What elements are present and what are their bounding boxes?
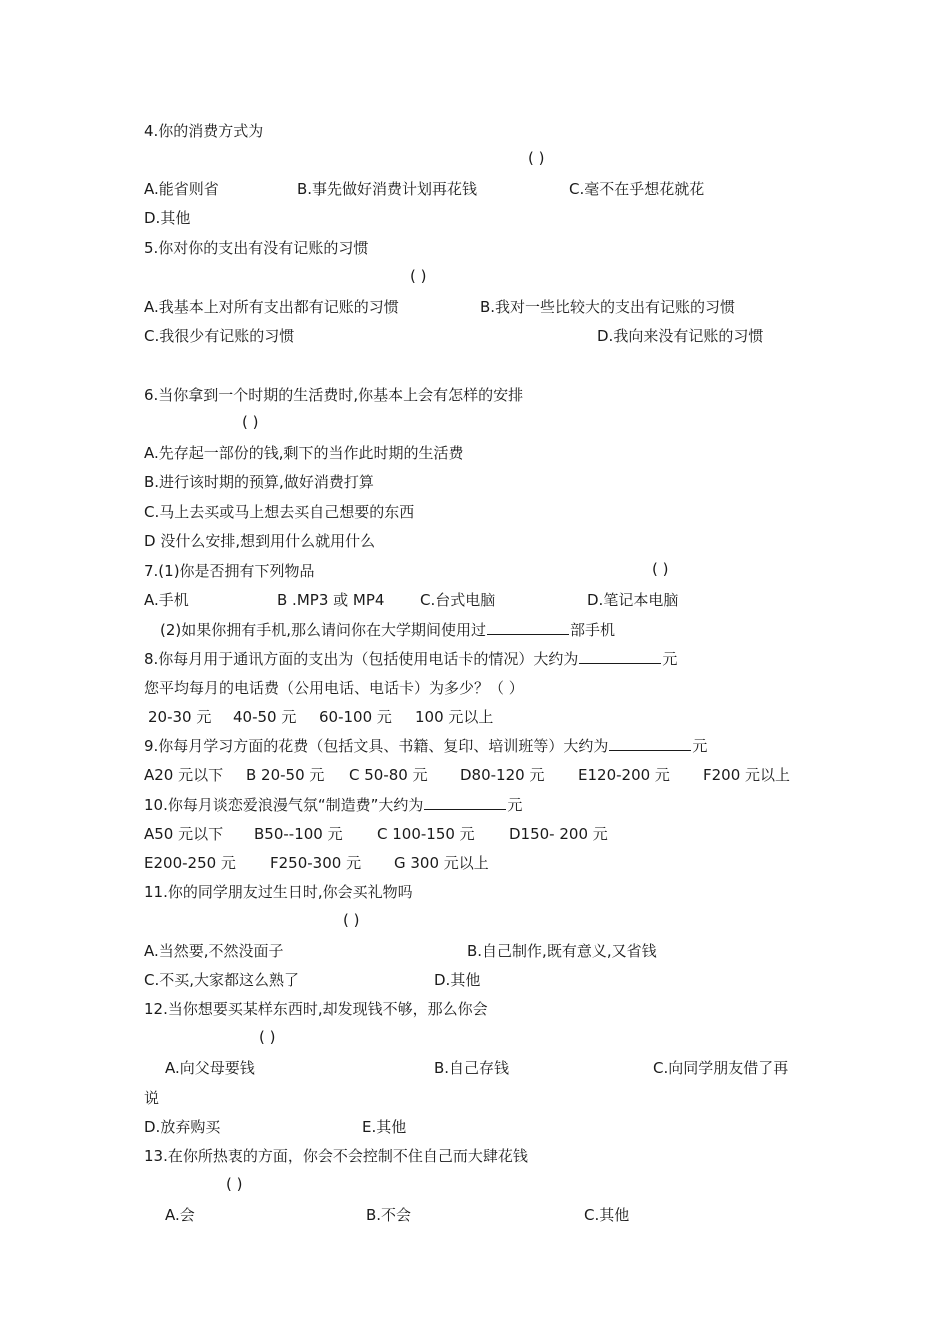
q11-option-a[interactable]: A.当然要,不然没面子 [144,942,284,960]
q9-option-d[interactable]: D80-120 元 [460,766,545,784]
q7-answer-bracket[interactable]: ( ) [652,560,669,578]
q12-answer-bracket[interactable]: ( ) [259,1028,276,1046]
q6-option-c[interactable]: C.马上去买或马上想去买自己想要的东西 [144,503,415,521]
q4-option-a[interactable]: A.能省则省 [144,180,219,198]
q13-option-c[interactable]: C.其他 [584,1206,630,1224]
q7-option-d[interactable]: D.笔记本电脑 [587,591,679,609]
q10-stem-unit: 元 [507,796,523,814]
q11-answer-bracket[interactable]: ( ) [343,911,360,929]
q9-option-a[interactable]: A20 元以下 [144,766,224,784]
q12-option-a[interactable]: A.向父母要钱 [165,1059,255,1077]
q8-stem-unit: 元 [662,650,678,668]
q11-option-d[interactable]: D.其他 [434,971,481,989]
q11-option-b[interactable]: B.自己制作,既有意义,又省钱 [467,942,657,960]
q8-sub-question: 您平均每月的电话费（公用电话、电话卡）为多少？（ ） [144,679,524,697]
q7-stem-2 [160,619,615,640]
q8-option-3[interactable]: 60-100 元 [319,708,392,726]
q12-option-c[interactable]: C.向同学朋友借了再 [653,1059,789,1077]
q12-stem: 12.当你想要买某样东西时,却发现钱不够，那么你会 [144,1000,488,1018]
q8-stem [144,648,677,669]
q10-option-a[interactable]: A50 元以下 [144,825,224,843]
q9-stem [144,735,707,756]
q8-option-1[interactable]: 20-30 元 [148,708,212,726]
q10-option-d[interactable]: D150- 200 元 [509,825,608,843]
q8-option-2[interactable]: 40-50 元 [233,708,297,726]
q13-answer-bracket[interactable]: ( ) [226,1175,243,1193]
q4-option-c[interactable]: C.毫不在乎想花就花 [569,180,705,198]
q6-stem: 6.当你拿到一个时期的生活费时,你基本上会有怎样的安排 [144,386,524,404]
q8-stem-text: 8.你每月用于通讯方面的支出为（包括使用电话卡的情况）大约为 [144,650,579,668]
q5-option-d[interactable]: D.我向来没有记账的习惯 [597,327,764,345]
q13-option-a[interactable]: A.会 [165,1206,195,1224]
q9-option-c[interactable]: C 50-80 元 [349,766,428,784]
q7-fill-blank[interactable] [487,620,569,635]
q11-stem: 11.你的同学朋友过生日时,你会买礼物吗 [144,883,413,901]
q6-answer-bracket[interactable]: ( ) [242,413,259,431]
q7-stem-2-text: (2)如果你拥有手机,那么请问你在大学期间使用过 [160,621,487,639]
q10-option-b[interactable]: B50--100 元 [254,825,343,843]
q10-option-c[interactable]: C 100-150 元 [377,825,475,843]
q12-option-b[interactable]: B.自己存钱 [434,1059,510,1077]
q9-fill-blank[interactable] [609,736,691,751]
q4-option-b[interactable]: B.事先做好消费计划再花钱 [297,180,478,198]
q7-stem-2-suffix: 部手机 [570,621,616,639]
q7-option-a[interactable]: A.手机 [144,591,189,609]
q5-stem: 5.你对你的支出有没有记账的习惯 [144,239,369,257]
q10-stem-text: 10.你每月谈恋爱浪漫气氛“制造费”大约为 [144,796,424,814]
q4-stem: 4.你的消费方式为 [144,122,264,140]
q12-option-e[interactable]: E.其他 [362,1118,407,1136]
q5-option-b[interactable]: B.我对一些比较大的支出有记账的习惯 [480,298,736,316]
q7-option-c[interactable]: C.台式电脑 [420,591,496,609]
q6-option-d[interactable]: D 没什么安排,想到用什么就用什么 [144,532,376,550]
q6-option-b[interactable]: B.进行该时期的预算,做好消费打算 [144,473,374,491]
q13-option-b[interactable]: B.不会 [366,1206,412,1224]
q9-option-f[interactable]: F200 元以上 [703,766,791,784]
q10-option-g[interactable]: G 300 元以上 [394,854,489,872]
q9-stem-unit: 元 [692,737,708,755]
q7-option-b[interactable]: B .MP3 或 MP4 [277,591,385,609]
q10-stem [144,794,522,815]
q8-option-4[interactable]: 100 元以上 [415,708,494,726]
q9-option-e[interactable]: E120-200 元 [578,766,670,784]
q10-fill-blank[interactable] [424,795,506,810]
q5-answer-bracket[interactable]: ( ) [410,267,427,285]
q12-option-c-continued: 说 [144,1089,160,1107]
q4-answer-bracket[interactable]: ( ) [528,149,545,167]
q9-stem-text: 9.你每月学习方面的花费（包括文具、书籍、复印、培训班等）大约为 [144,737,609,755]
q10-option-f[interactable]: F250-300 元 [270,854,362,872]
q5-option-a[interactable]: A.我基本上对所有支出都有记账的习惯 [144,298,399,316]
q12-option-d[interactable]: D.放弃购买 [144,1118,221,1136]
q7-stem-1: 7.(1)你是否拥有下列物品 [144,562,315,580]
q9-option-b[interactable]: B 20-50 元 [246,766,325,784]
q10-option-e[interactable]: E200-250 元 [144,854,236,872]
q13-stem: 13.在你所热衷的方面，你会不会控制不住自己而大肆花钱 [144,1147,528,1165]
q4-option-d[interactable]: D.其他 [144,209,191,227]
q6-option-a[interactable]: A.先存起一部份的钱,剩下的当作此时期的生活费 [144,444,464,462]
q8-fill-blank[interactable] [579,649,661,664]
q11-option-c[interactable]: C.不买,大家都这么熟了 [144,971,300,989]
q5-option-c[interactable]: C.我很少有记账的习惯 [144,327,295,345]
